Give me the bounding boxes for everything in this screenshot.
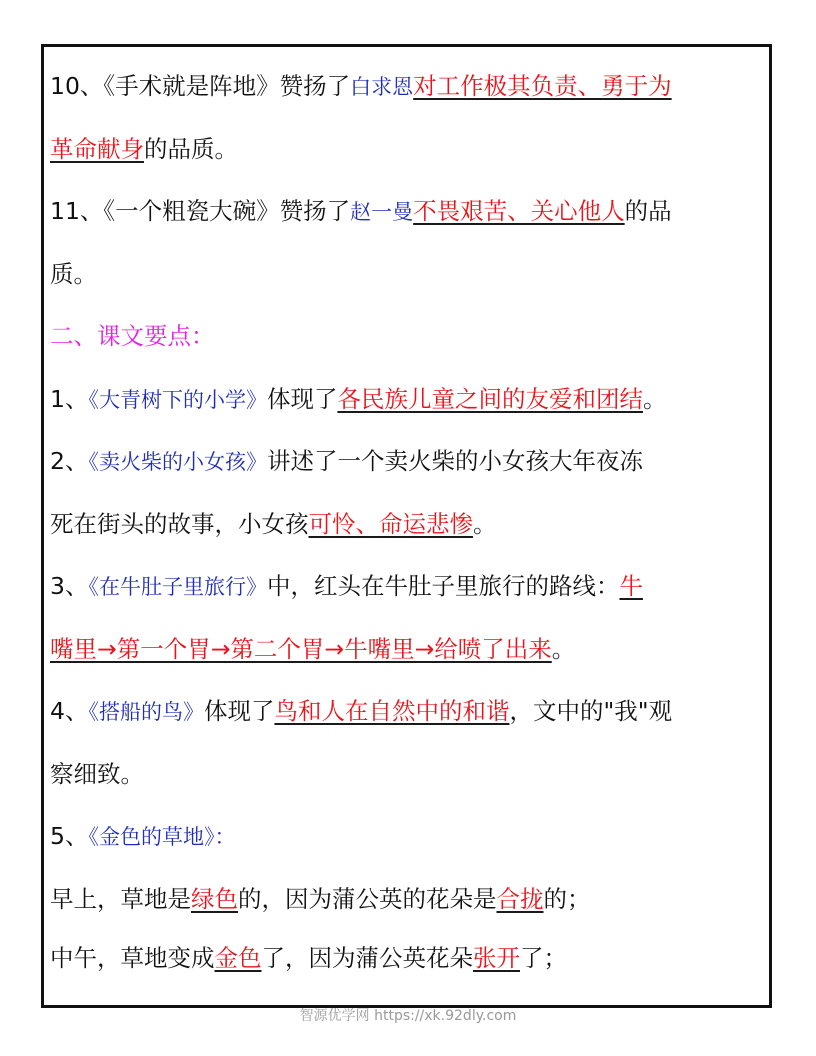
point-number: 2、 — [50, 447, 89, 475]
point-number: 5、 — [50, 822, 89, 850]
point-1 — [50, 364, 767, 427]
answer-underlined: 金色 — [214, 943, 262, 972]
point-text: 的，因为蒲公英的花朵是 — [238, 884, 497, 913]
person-name: 白求恩 — [350, 75, 414, 99]
answer-underlined: 牛 — [619, 572, 643, 600]
answer-underlined: 革命献身 — [50, 134, 144, 163]
point-3-cont — [50, 614, 767, 677]
line-suffix: ，文中的"我"观 — [509, 697, 673, 725]
line-suffix: 了； — [520, 943, 567, 972]
point-text: 体现了 — [266, 384, 338, 413]
lesson-title: 《卖火柴的小女孩》 — [88, 450, 267, 474]
lesson-title: 《金色的草地》： — [88, 825, 236, 849]
lesson-title: 《搭船的鸟》 — [88, 700, 204, 724]
answer-underlined: 可怜、命运悲惨 — [308, 509, 473, 538]
answer-underlined: 各民族儿童之间的友爱和团结 — [337, 384, 643, 413]
line-suffix: 的品质。 — [144, 134, 238, 163]
line-11 — [50, 176, 767, 239]
answer-underlined: 不畏艰苦、关心他人 — [413, 197, 625, 225]
point-2-cont — [50, 489, 767, 552]
point-2 — [50, 426, 767, 489]
section-heading — [50, 301, 767, 364]
line-10-cont — [50, 114, 767, 177]
item-10-prefix: 10、《手术就是阵地》赞扬了 — [50, 72, 351, 100]
lesson-title: 《在牛肚子里旅行》 — [88, 575, 267, 599]
answer-underlined: 对工作极其负责、勇于为 — [413, 72, 672, 100]
line-suffix: 。 — [642, 384, 667, 413]
point-number: 4、 — [50, 697, 89, 725]
point-4-cont — [50, 739, 767, 802]
item-11-prefix: 11、《一个粗瓷大碗》赞扬了 — [50, 197, 351, 225]
document-content — [50, 51, 767, 982]
section-heading-text: 二、课文要点： — [50, 322, 215, 350]
point-text: 了，因为蒲公英花朵 — [261, 943, 473, 972]
answer-underlined: 鸟和人在自然中的和谐 — [274, 697, 510, 725]
point-3 — [50, 551, 767, 614]
point-5-noon — [50, 923, 767, 982]
point-5-morning — [50, 864, 767, 923]
footer-watermark: 智源优学网 https://xk.92dly.com — [299, 1008, 517, 1024]
line-suffix: 。 — [473, 509, 497, 538]
line-text: 察细致。 — [50, 759, 144, 788]
point-number: 1、 — [50, 384, 89, 413]
line-suffix: 。 — [551, 634, 576, 663]
answer-underlined: 合拢 — [496, 884, 544, 913]
lesson-title: 《大青树下的小学》 — [88, 387, 267, 412]
point-5 — [50, 801, 767, 864]
line-text: 质。 — [50, 259, 97, 288]
point-text: 体现了 — [203, 697, 275, 725]
answer-underlined: 绿色 — [191, 884, 238, 913]
line-suffix: 的； — [543, 884, 591, 913]
person-name: 赵一曼 — [350, 200, 414, 224]
point-text: 死在街头的故事，小女孩 — [50, 509, 309, 538]
document-frame — [41, 44, 772, 1008]
line-suffix: 的品 — [624, 197, 672, 225]
point-text: 早上，草地是 — [50, 884, 191, 913]
point-text: 中，红头在牛肚子里旅行的路线： — [266, 572, 620, 600]
point-text: 讲述了一个卖火柴的小女孩大年夜冻 — [266, 447, 643, 475]
answer-underlined: 张开 — [473, 943, 520, 972]
point-4 — [50, 676, 767, 739]
point-text: 中午，草地变成 — [50, 943, 215, 972]
point-number: 3、 — [50, 572, 89, 600]
line-10 — [50, 51, 767, 114]
answer-underlined: 嘴里→第一个胃→第二个胃→牛嘴里→给喷了出来 — [50, 634, 552, 663]
line-11-cont — [50, 239, 767, 302]
